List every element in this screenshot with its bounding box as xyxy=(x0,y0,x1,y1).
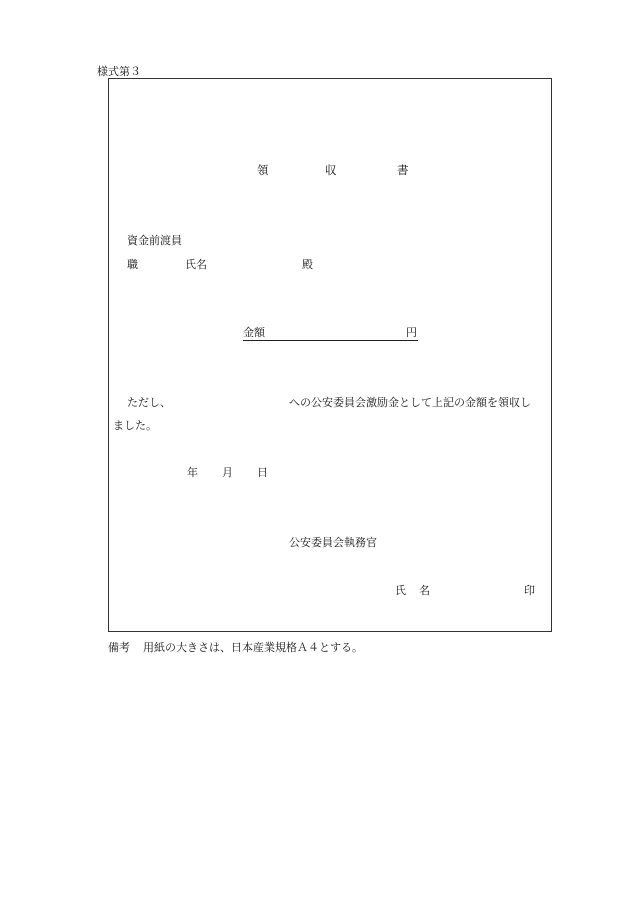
form-number: 様式第３ xyxy=(97,65,141,78)
date-month: 月 xyxy=(222,466,233,479)
recipient-honorific: 殿 xyxy=(302,258,313,271)
date-year: 年 xyxy=(187,466,198,479)
issuer-name-label-1: 氏 xyxy=(395,584,406,597)
issuer-name-label-2: 名 xyxy=(419,584,430,597)
body-line2: ました。 xyxy=(113,419,157,432)
body-suffix: への公安委員会激励金として上記の金額を領収し xyxy=(289,396,531,409)
recipient-name-label: 氏名 xyxy=(185,258,207,271)
note-text: 用紙の大きさは、日本産業規格Ａ４とする。 xyxy=(143,641,363,654)
recipient-role: 資金前渡員 xyxy=(127,234,182,247)
title-char-shu: 収 xyxy=(325,163,337,177)
issuer-title: 公安委員会執務官 xyxy=(289,536,377,549)
amount-underline xyxy=(243,340,418,341)
receipt-form xyxy=(108,78,552,632)
body-prefix: ただし、 xyxy=(127,396,171,409)
title-char-ryo: 領 xyxy=(257,163,269,177)
title-char-sho: 書 xyxy=(397,163,409,177)
date-day: 日 xyxy=(257,466,268,479)
amount-unit: 円 xyxy=(406,326,417,339)
amount-label: 金額 xyxy=(243,326,265,339)
note-label: 備考 xyxy=(108,641,130,654)
recipient-post-label: 職 xyxy=(127,258,138,271)
issuer-seal: 印 xyxy=(524,584,535,597)
